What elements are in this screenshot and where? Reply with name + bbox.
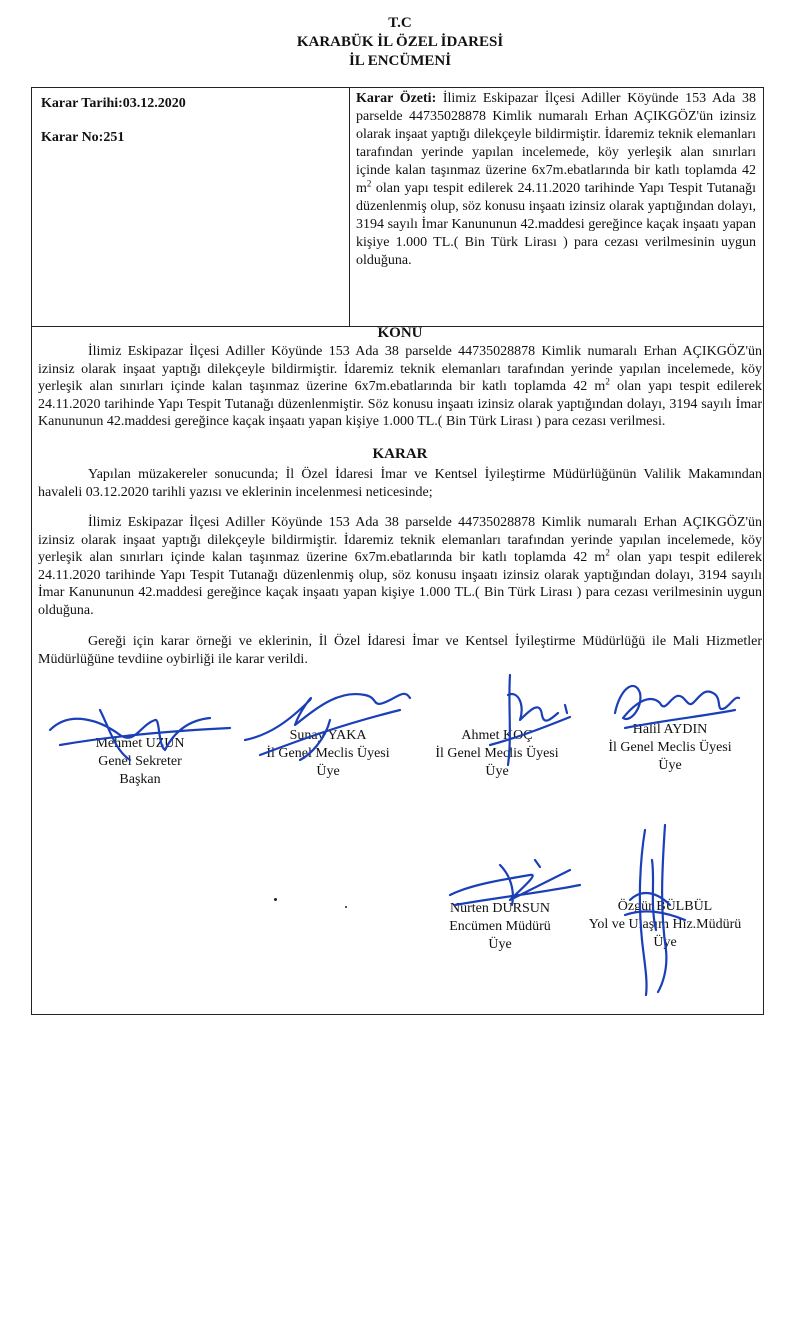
karar-paragraph-1: Yapılan müzakereler sonucunda; İl Özel İdaresi İmar ve Kentsel İyileştirme Müdürlüğünün Valilik Makamından havaleli 03.12.2020 tarihli yazısı ve eklerinin incelenmesi neticesinde; (38, 467, 762, 500)
header-institution: KARABÜK İL ÖZEL İDARESİ (296, 34, 504, 50)
summary-sup: 2 (366, 178, 372, 189)
signer-name: Sunay YAKA (289, 728, 367, 743)
karar-paragraph-2 (38, 514, 762, 619)
signature-block-4 (580, 721, 760, 775)
signature-block-2 (238, 727, 418, 781)
karar-p2-text-a: İlimiz Eskipazar İlçesi Adiller Köyünde 153 Ada 38 parselde 44735028878 Kimlik numaralı Erhan AÇIKGÖZ'ün izinsiz olarak inşaat yaptığı dilekçeyle bildirmiştir. İdaremiz teknik elemanları tarafından yerinde yapılan incelemede, köy yerleşik alan sınırları içinde kalan taşınmaz üzerine 6x7m.ebatlarında bir katlı toplamda 42 m (38, 515, 762, 565)
summary-text-a: İlimiz Eskipazar İlçesi Adiller Köyünde 153 Ada 38 parselde 44735028878 Kimlik numaralı Erhan AÇIKGÖZ'ün izinsiz olarak inşaat yaptığı dilekçeyle bildirmiştir. İdaremiz teknik elemanları tarafından yerinde yapılan incelemede, köy yerleşik alan sınırları içinde kalan taşınmaz üzerine 6x7m.ebatlarında bir katlı toplamda 42 m (356, 91, 756, 196)
signer-name: Ahmet KOÇ (461, 728, 533, 743)
signer-title: İl Genel Meclis Üyesi (435, 746, 559, 761)
decision-number: Karar No:251 (41, 130, 125, 145)
karar-paragraph-3: Gereği için karar örneği ve eklerinin, İl Özel İdaresi İmar ve Kentsel İyileştirme Müdürlüğü ile Mali Hizmetler Müdürlüğüne tevdiine oybirliği ile karar verildi. (38, 634, 762, 667)
document-header (0, 14, 800, 71)
signer-name: Nurten DURSUN (450, 901, 550, 916)
konu-text-a: İlimiz Eskipazar İlçesi Adiller Köyünde 153 Ada 38 parselde 44735028878 Kimlik numaralı Erhan AÇIKGÖZ'ün izinsiz olarak inşaat yaptığı dilekçeyle bildirmiştir. İdaremiz teknik elemanları tarafından yerinde yapılan incelemede, köy yerleşik alan sınırları içinde kalan taşınmaz üzerine 6x7m.ebatlarında bir katlı toplamda 42 m (38, 344, 762, 394)
signer-role: Üye (488, 937, 512, 952)
signer-title: Yol ve Ulaşım Hiz.Müdürü (588, 917, 742, 932)
stray-mark-2 (345, 906, 347, 908)
signer-role: Üye (653, 935, 677, 950)
signer-title: İl Genel Meclis Üyesi (608, 740, 732, 755)
header-tc: T.C (388, 15, 412, 31)
karar-heading: KARAR (372, 446, 428, 462)
signer-title: Encümen Müdürü (449, 919, 551, 934)
karar-p2-sup: 2 (605, 547, 610, 558)
stray-mark-1 (274, 898, 277, 901)
summary-text-b: olan yapı tespit edilerek 24.11.2020 tarihinde Yapı Tespit Tutanağı düzenlenmiş olup, söz konusu inşaatı izinsiz olarak yaptığından dolayı, 3194 sayılı İmar Kanununun 42.maddesi gereğince kaçak inşaatı yapan kişiye 1.000 TL.( Bin Türk Lirası ) para cezası verilmesinin uygun olduğuna. (356, 181, 756, 268)
signer-role: Üye (658, 758, 682, 773)
signature-block-1 (50, 735, 230, 789)
konu-heading: KONU (377, 325, 423, 341)
signature-block-3 (407, 727, 587, 781)
konu-sup: 2 (605, 376, 610, 387)
signature-block-5 (410, 900, 590, 954)
signer-name: Özgür BÜLBÜL (617, 899, 713, 914)
signer-title: Genel Sekreter (98, 754, 182, 769)
signer-name: Halil AYDIN (632, 722, 708, 737)
signer-role: Üye (316, 764, 340, 779)
decision-meta (41, 96, 186, 146)
konu-text-b: olan yapı tespit edilerek 24.11.2020 tarihinde Yapı Tespit Tutanağı düzenlenmiştir. Söz konusu inşaatı izinsiz olarak yaptığından dolayı, 3194 sayılı İmar Kanununun 42.maddesi gereğince kaçak inşaatı yapan kişiye 1.000 TL.( Bin Türk Lirası ) para cezası verilmesi. (38, 379, 763, 429)
signer-role: Başkan (119, 772, 161, 787)
frame-vertical-divider (349, 88, 350, 326)
signature-block-6 (575, 898, 755, 952)
signer-role: Üye (485, 764, 509, 779)
decision-date: Karar Tarihi:03.12.2020 (41, 96, 186, 111)
decision-summary (356, 90, 756, 270)
karar-p2-text-b: olan yapı tespit edilerek 24.11.2020 tarihinde Yapı Tespit Tutanağı düzenlenmiş olup, söz konusu inşaatı izinsiz olarak yaptığından dolayı, 3194 sayılı İmar Kanununun 42.maddesi gereğince kaçak inşaatı yapan kişiye 1.000 TL.( Bin Türk Lirası ) para cezası verilmesinin uygun olduğuna. (38, 550, 763, 618)
signer-name: Mehmet UZUN (95, 736, 185, 751)
signer-title: İl Genel Meclis Üyesi (266, 746, 390, 761)
header-council: İL ENCÜMENİ (348, 53, 452, 69)
konu-paragraph (38, 343, 762, 431)
summary-label: Karar Özeti: (356, 91, 437, 106)
